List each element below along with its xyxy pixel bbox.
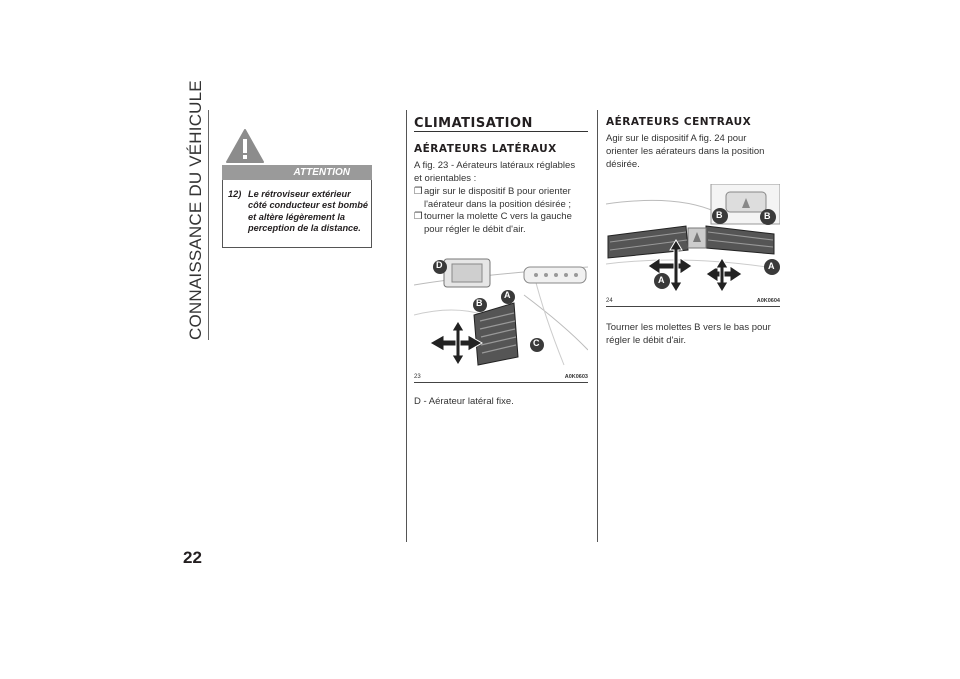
column-divider-right <box>597 110 598 542</box>
figure-23-code: A0K0603 <box>564 374 588 380</box>
lateral-vents-title: AÉRATEURS LATÉRAUX <box>414 143 557 155</box>
warning-header: ATTENTION <box>222 165 372 180</box>
lateral-vent-illustration <box>414 255 588 373</box>
figure-24-number: 24 <box>606 298 613 304</box>
warning-number: 12) <box>228 189 242 199</box>
central-intro-line3: désirée. <box>606 159 640 170</box>
figure-23 <box>414 255 588 383</box>
central-outro-line1: Tourner les molettes B vers le bas pour <box>606 322 771 333</box>
warning-body: Le rétroviseur extérieur côté conducteur est bombé et altère légèrement la perception de la distance. <box>248 189 368 233</box>
central-intro-line1: Agir sur le dispositif A fig. 24 pour <box>606 133 747 144</box>
figure-23-label-c: C <box>533 338 540 348</box>
section-title: CLIMATISATION <box>414 116 533 131</box>
figure-24 <box>606 184 780 307</box>
lateral-bullet-2-line1: tourner la molette C vers la gauche <box>424 211 572 222</box>
central-intro-line2: orienter les aérateurs dans la position <box>606 146 765 157</box>
figure-23-number: 23 <box>414 374 421 380</box>
figure-23-label-a: A <box>504 290 511 300</box>
page-number: 22 <box>183 548 202 567</box>
figure-24-label-a-right: A <box>768 261 775 271</box>
bullet-box-icon: ❒ <box>414 211 423 222</box>
central-vent-illustration <box>606 184 780 297</box>
section-rule <box>414 131 588 132</box>
lateral-intro-line1: A fig. 23 - Aérateurs latéraux réglables <box>414 160 576 171</box>
figure-23-label-b: B <box>476 298 483 308</box>
figure-24-label-b-right: B <box>764 211 771 221</box>
side-rule <box>208 110 209 340</box>
figure-24-label-b-left: B <box>716 210 723 220</box>
lateral-bullet-2-line2: pour régler le débit d'air. <box>424 223 526 235</box>
column-divider-left <box>406 110 407 542</box>
figure-23-label-d: D <box>436 260 443 270</box>
warning-text <box>228 189 368 234</box>
lateral-bullet-1-line1: agir sur le dispositif B pour orienter <box>424 186 571 197</box>
bullet-box-icon: ❒ <box>414 186 423 197</box>
figure-24-code: A0K0604 <box>756 298 780 304</box>
lateral-bullet-1 <box>414 186 571 211</box>
lateral-bullet-2 <box>414 211 572 236</box>
chapter-side-title: CONNAISSANCE DU VÉHICULE <box>186 80 205 340</box>
lateral-bullet-1-line2: l'aérateur dans la position désirée ; <box>424 198 572 210</box>
central-outro-line2: régler le débit d'air. <box>606 335 686 346</box>
figure-24-label-a-left: A <box>658 275 665 285</box>
warning-triangle-icon <box>225 128 265 164</box>
figure-23-caption: D - Aérateur latéral fixe. <box>414 396 514 407</box>
central-vents-title: AÉRATEURS CENTRAUX <box>606 116 752 128</box>
lateral-intro-line2: et orientables : <box>414 173 477 184</box>
